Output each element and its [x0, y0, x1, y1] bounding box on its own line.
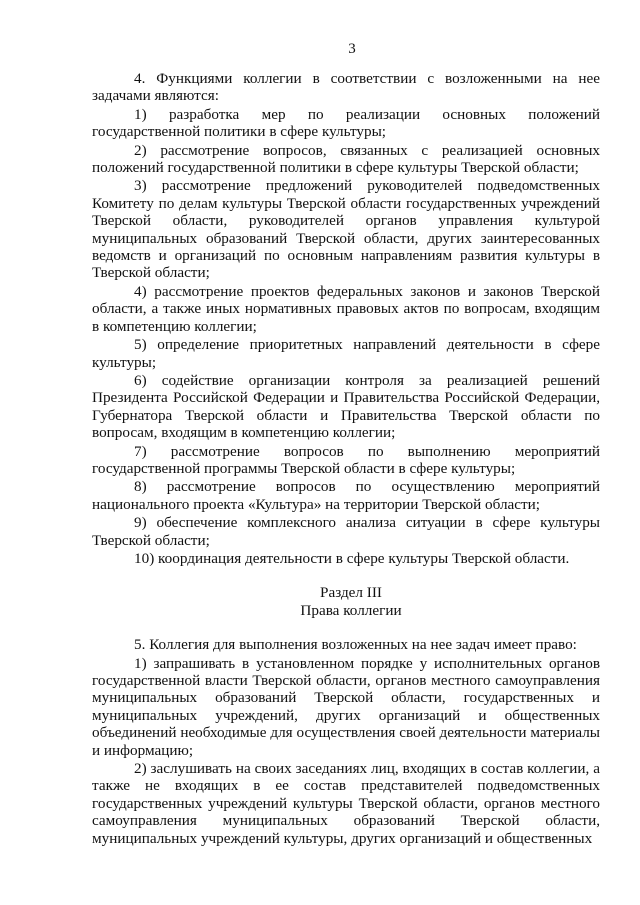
rights-item-2: 2) заслушивать на своих заседаниях лиц, входящих в состав коллегии, а также не входящих в ее состав представителей подведомственных государственных учреждений культуры Тверской области, органов местного самоуправления муниципальных образований Тверской области, муниципальных учреждений культуры, других организаций и общественных: [92, 760, 600, 847]
page-number: 3: [348, 41, 356, 57]
functions-intro: 4. Функциями коллегии в соответствии с возложенными на нее задачами являются:: [92, 70, 600, 105]
function-item-4: 4) рассмотрение проектов федеральных законов и законов Тверской области, а также иных нормативных правовых актов по вопросам, входящим в компетенцию коллегии;: [92, 282, 600, 335]
function-item-9: 9) обеспечение комплексного анализа ситуации в сфере культуры Тверской области;: [92, 514, 600, 549]
function-item-10: 10) координация деятельности в сфере культуры Тверской области.: [134, 549, 570, 567]
rights-intro: 5. Коллегия для выполнения возложенных на нее задач имеет право:: [134, 636, 577, 654]
rights-item-1: 1) запрашивать в установленном порядке у исполнительных органов государственной власти Тверской области, органов местного самоуправления муниципальных образований Тверской области, государственных и муниципальных учреждений, других организаций и общественных объединений необходимые для осуществления своей деятельности материалы и информацию;: [92, 654, 600, 759]
function-item-1: 1) разработка мер по реализации основных положений государственной политики в сфере культуры;: [92, 105, 600, 141]
section-title: Права коллегии: [300, 601, 402, 619]
function-item-3: 3) рассмотрение предложений руководителей подведомственных Комитету по делам культуры Тверской области государственных учреждений Тверской области, руководителей органов управления культурой муниципальных образований Тверской области, других заинтересованных ведомств и организаций по основным направлениям развития культуры в Тверской области;: [92, 177, 600, 282]
function-item-8: 8) рассмотрение вопросов по осуществлению мероприятий национального проекта «Культура» на территории Тверской области;: [92, 478, 600, 513]
function-item-6: 6) содействие организации контроля за реализацией решений Президента Российской Федерации и Правительства Российской Федерации, Губернатора Тверской области и Правительства Тверской области по вопросам, входящим в компетенцию коллегии;: [92, 371, 600, 442]
function-item-7: 7) рассмотрение вопросов по выполнению мероприятий государственной программы Тверской области в сфере культуры;: [92, 442, 600, 477]
section-label: Раздел III: [320, 584, 382, 602]
function-item-5: 5) определение приоритетных направлений деятельности в сфере культуры;: [92, 336, 600, 371]
function-item-2: 2) рассмотрение вопросов, связанных с реализацией основных положений государственной политики в сфере культуры Тверской области;: [92, 141, 600, 177]
